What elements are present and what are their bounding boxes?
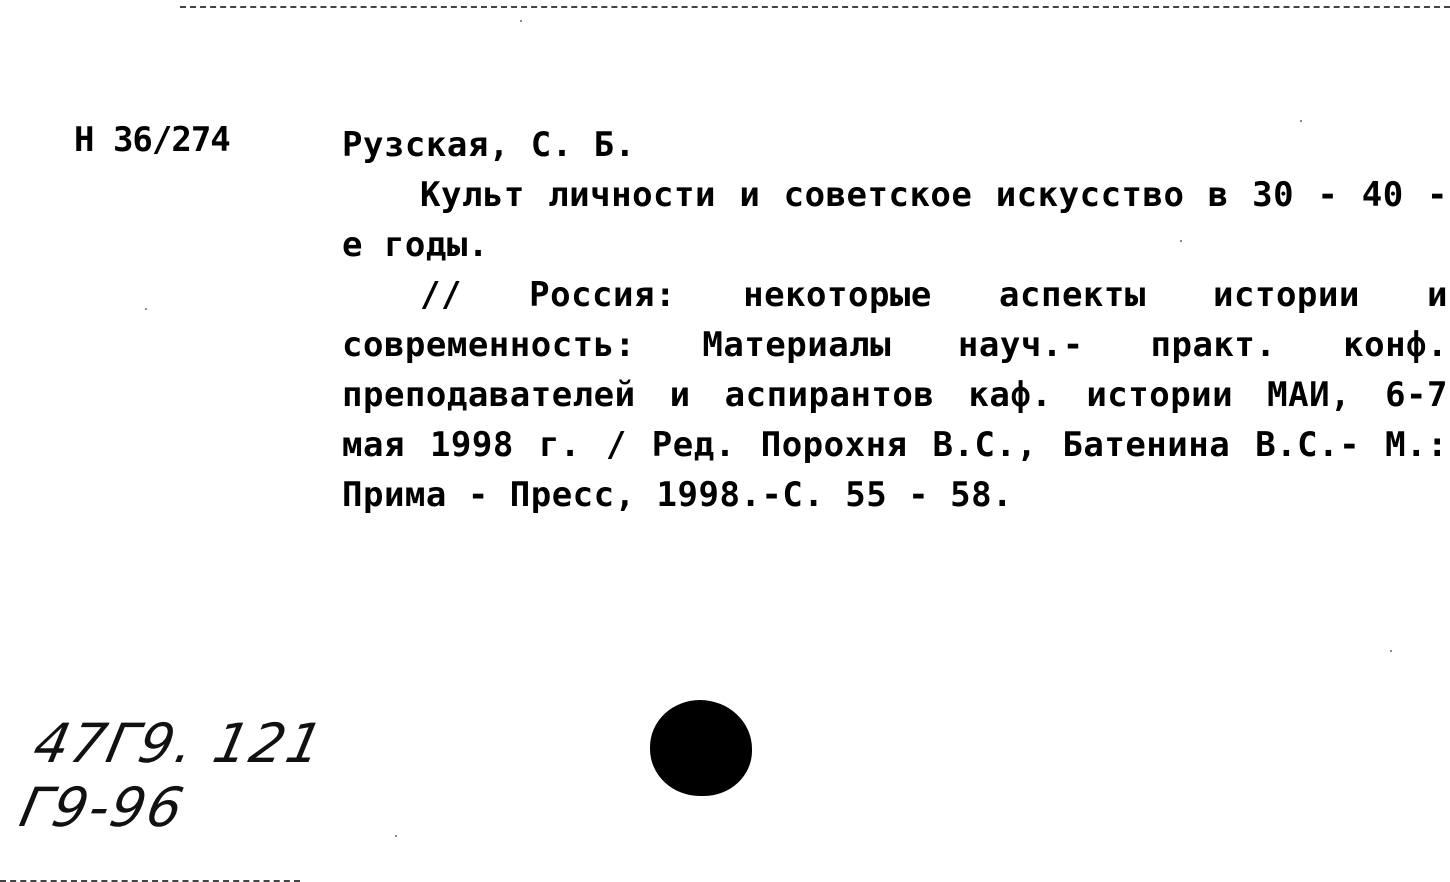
punch-hole	[650, 700, 752, 796]
handwritten-line-2: Г9-96	[14, 776, 191, 839]
speck	[1390, 650, 1392, 652]
author-line: Рузская, С. Б.	[342, 125, 636, 165]
source-paragraph: // Россия: некоторые аспекты истории и современность: Материалы науч.- практ. конф. преподавателей и аспирантов каф. истории МАИ, 6-7 мая 1998 г. / Ред. Порохня В.С., Батенина В.С.- М.: Прима - Пресс, 1998.-С. 55 - 58.	[342, 275, 1448, 515]
speck	[1180, 240, 1182, 242]
shelfmark: Н 36/274	[74, 120, 230, 160]
bibliographic-entry	[342, 120, 1448, 520]
handwritten-classification	[14, 712, 330, 840]
speck	[145, 308, 147, 310]
card-top-edge	[180, 6, 1450, 8]
handwritten-line-1: 47Г9. 121	[28, 712, 331, 775]
speck	[395, 835, 397, 837]
title-paragraph: Культ личности и советское искусство в 30 - 40 - е годы.	[342, 175, 1448, 265]
speck	[520, 20, 522, 22]
speck	[1300, 120, 1302, 122]
